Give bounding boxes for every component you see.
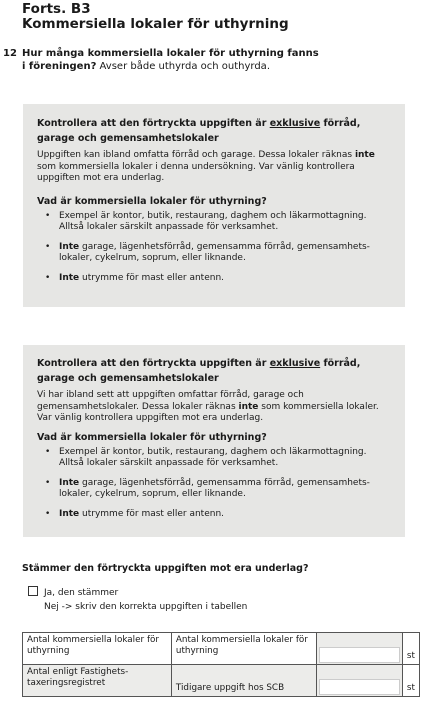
info-box-1 — [23, 104, 405, 307]
question-text — [22, 47, 422, 73]
table-input-cell — [316, 633, 402, 665]
info-box-1-list — [37, 211, 391, 285]
list-item: • Exempel är kontor, butik, restaurang, daghem och läkarmottagning. Alltså lokaler särskilt anpassade för verksamhet. — [37, 211, 391, 234]
list-item — [37, 478, 391, 501]
verification-question-text: Stämmer den förtryckta uppgiften mot era underlag? — [22, 563, 309, 574]
option-no — [44, 601, 247, 613]
list-item-bold: Inte — [59, 241, 80, 252]
info-box-2 — [23, 345, 405, 537]
question-bold-line2: i föreningen? — [22, 61, 97, 72]
unit-label: st — [402, 633, 419, 665]
verification-question — [22, 563, 308, 574]
info-box-1-body — [37, 150, 391, 185]
table-input-cell — [316, 665, 402, 697]
body-pre: Vi har ibland sett att uppgiften omfattar förråd, garage och gemensamhetslokaler. Dessa lokaler räknas — [37, 390, 304, 412]
table-row — [23, 633, 420, 665]
body-bold: inte — [238, 401, 259, 412]
yes-checkbox[interactable] — [28, 586, 38, 596]
list-item — [37, 273, 391, 285]
section-continuation: Forts. B3 — [22, 1, 91, 17]
list-item-rest: garage, lägenhetsförråd, gemensamma förråd, gemensamhets-lokaler, cykelrum, soprum, eller liknande. — [59, 477, 370, 499]
option-yes-label: Ja, den stämmer — [44, 588, 119, 598]
list-item-bold: Inte — [59, 477, 80, 488]
table-cell: Antal kommersiella lokaler för uthyrning — [23, 633, 172, 665]
body-post: som kommersiella lokaler. Var vänlig kontrollera uppgiften mot era underlag. — [37, 401, 379, 423]
question-number: 12 — [3, 48, 17, 59]
option-yes[interactable] — [28, 586, 118, 599]
title-underlined: exklusive — [269, 358, 321, 369]
unit-label: st — [402, 665, 419, 697]
body-bold: inte — [354, 150, 375, 160]
option-no-label: Nej -> skriv den korrekta uppgiften i tabellen — [44, 602, 248, 612]
title-post: förråd, garage och gemensamhetslokaler — [37, 358, 361, 384]
title-underlined: exklusive — [269, 118, 321, 129]
data-table — [22, 632, 420, 697]
list-item-bold: Inte — [59, 272, 80, 283]
info-box-1-subtitle: Vad är kommersiella lokaler för uthyrning? — [37, 195, 267, 207]
list-item-bold: Inte — [59, 508, 80, 519]
title-pre: Kontrollera att den förtryckta uppgiften är — [37, 118, 270, 129]
count-input[interactable] — [319, 647, 400, 663]
info-box-2-list — [37, 447, 391, 521]
list-item-rest: garage, lägenhetsförråd, gemensamma förråd, gemensamhets-lokaler, cykelrum, soprum, eller liknande. — [59, 241, 370, 263]
question-rest: Avser både uthyrda och outhyrda. — [96, 61, 270, 72]
previous-value-field — [319, 679, 400, 695]
title-pre: Kontrollera att den förtryckta uppgiften är — [37, 358, 270, 369]
list-item — [37, 242, 391, 265]
section-title: Kommersiella lokaler för uthyrning — [22, 16, 289, 32]
list-item — [37, 509, 391, 521]
title-post: förråd, garage och gemensamhetslokaler — [37, 118, 361, 144]
section-header — [22, 2, 432, 32]
table-cell: Antal kommersiella lokaler för uthyrning — [171, 633, 316, 665]
table-cell: Tidigare uppgift hos SCB — [171, 665, 316, 697]
list-item-rest: utrymme för mast eller antenn. — [79, 508, 225, 519]
list-item: • Exempel är kontor, butik, restaurang, daghem och läkarmottagning. Alltså lokaler särskilt anpassade för verksamhet. — [37, 447, 391, 470]
list-item-rest: utrymme för mast eller antenn. — [79, 272, 225, 283]
body-pre: Uppgiften kan ibland omfatta förråd och garage. Dessa lokaler räknas — [37, 150, 355, 160]
info-box-2-subtitle: Vad är kommersiella lokaler för uthyrning? — [37, 431, 267, 443]
body-post: som kommersiella lokaler i denna undersökning. Var vänlig kontrollera uppgiften mot era underlag. — [37, 161, 355, 183]
info-box-1-title — [37, 117, 391, 146]
question-bold-line1: Hur många kommersiella lokaler för uthyrning fanns — [22, 48, 319, 59]
table-row — [23, 665, 420, 697]
info-box-2-title — [37, 357, 391, 386]
info-box-2-body — [37, 390, 391, 425]
table-cell: Antal enligt Fastighets-taxeringsregistret — [23, 665, 172, 697]
